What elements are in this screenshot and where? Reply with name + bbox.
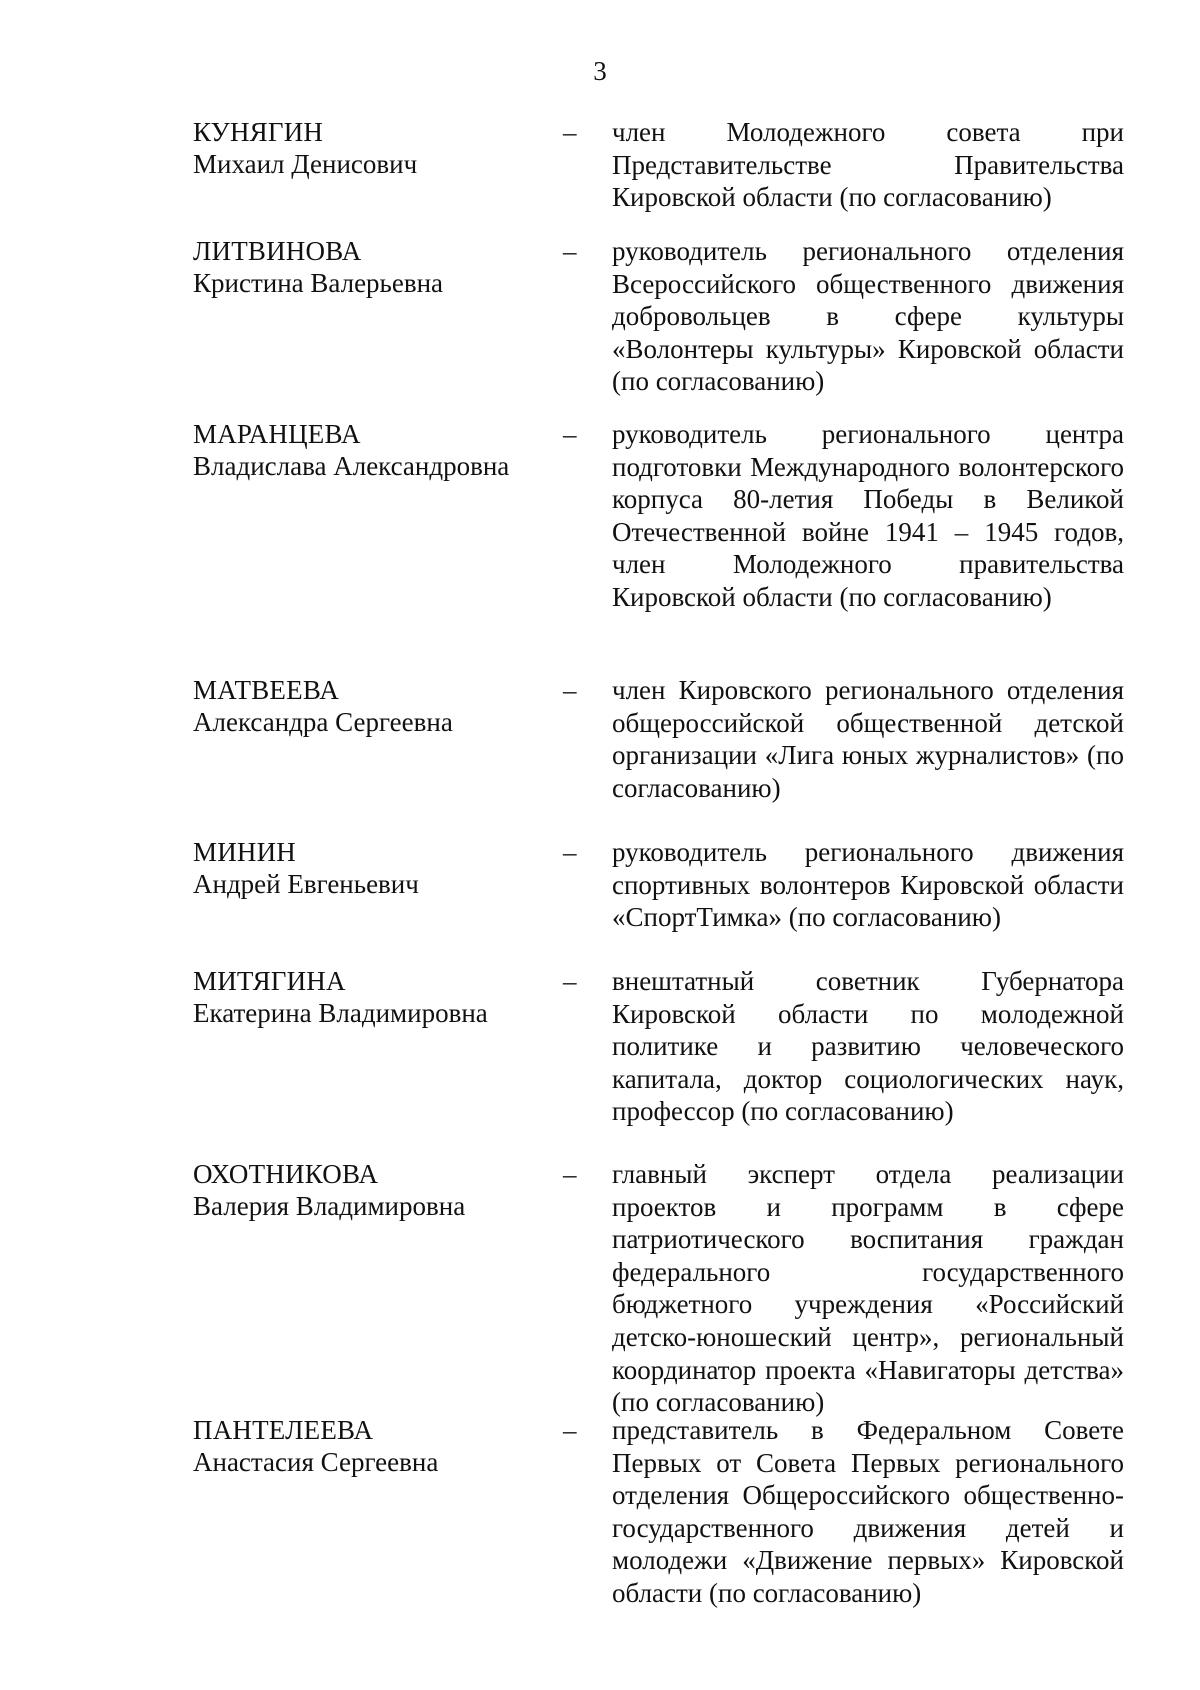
member-name	[193, 1158, 553, 1222]
member-given-names: Валерия Владимировна	[193, 1191, 466, 1221]
member-role: руководитель регионального центра подготовки Международного волонтерского корпуса 80-летия Победы в Великой Отечественной войне 1941 – 1945 годов, член Молодежного правительства Кировской области (по согласованию)	[612, 419, 1124, 612]
member-surname: ПАНТЕЛЕЕВА	[193, 1415, 374, 1445]
member-dash: –	[563, 675, 577, 705]
member-surname: ЛИТВИНОВА	[193, 236, 362, 266]
member-name	[193, 1414, 553, 1478]
member-name	[193, 116, 553, 180]
member-given-names: Андрей Евгеньевич	[193, 869, 419, 899]
member-dash: –	[563, 419, 577, 449]
member-name	[193, 836, 553, 900]
member-surname: МИНИН	[193, 837, 297, 867]
member-name	[193, 965, 553, 1029]
member-role: внештатный советник Губернатора Кировской области по молодежной политике и развитию человеческого капитала, доктор социологических наук, профессор (по согласованию)	[612, 966, 1124, 1127]
member-given-names: Кристина Валерьевна	[193, 268, 444, 298]
member-given-names: Михаил Денисович	[193, 149, 418, 179]
member-role: руководитель регионального движения спортивных волонтеров Кировской области «СпортТимка» (по согласованию)	[612, 837, 1124, 933]
member-given-names: Анастасия Сергеевна	[193, 1447, 439, 1477]
member-surname: КУНЯГИН	[193, 117, 324, 147]
member-dash: –	[563, 837, 577, 867]
member-role: главный эксперт отдела реализации проектов и программ в сфере патриотического воспитания граждан федерального государственного бюджетного учреждения «Российский детско-юношеский центр», региональный координатор проекта «Навигаторы детства» (по согласованию)	[612, 1159, 1124, 1418]
member-role: представитель в Федеральном Совете Первых от Совета Первых регионального отделения Общероссийского общественно-государственного движения детей и молодежи «Движение первых» Кировской области (по согласованию)	[612, 1415, 1124, 1608]
member-dash: –	[563, 1415, 577, 1445]
member-dash: –	[563, 117, 577, 147]
member-name	[193, 235, 553, 299]
member-given-names: Владислава Александровна	[193, 451, 510, 481]
member-surname: МИТЯГИНА	[193, 966, 346, 996]
member-name	[193, 418, 553, 482]
member-given-names: Александра Сергеевна	[193, 707, 453, 737]
member-role: член Кировского регионального отделения общероссийской общественной детской организации «Лига юных журналистов» (по согласованию)	[612, 675, 1124, 803]
member-role: член Молодежного совета при Представительстве Правительства Кировской области (по согласованию)	[612, 117, 1124, 213]
page-number: 3	[593, 56, 607, 86]
member-dash: –	[563, 1159, 577, 1189]
member-surname: ОХОТНИКОВА	[193, 1159, 379, 1189]
member-role: руководитель регионального отделения Всероссийского общественного движения добровольцев в сфере культуры «Волонтеры культуры» Кировской области (по согласованию)	[612, 236, 1124, 397]
member-name	[193, 674, 553, 738]
member-dash: –	[563, 236, 577, 266]
member-surname: МАТВЕЕВА	[193, 675, 340, 705]
member-surname: МАРАНЦЕВА	[193, 419, 361, 449]
member-dash: –	[563, 966, 577, 996]
member-given-names: Екатерина Владимировна	[193, 998, 488, 1028]
